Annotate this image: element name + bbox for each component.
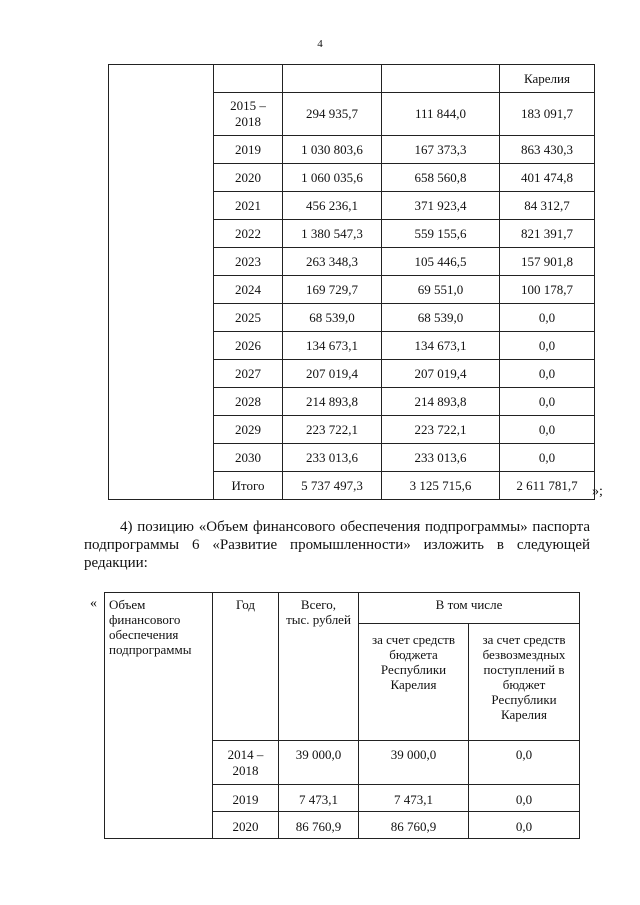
cell-other: 0,0 — [500, 444, 595, 472]
cell-year: 2028 — [214, 388, 283, 416]
cell-other: 0,0 — [500, 332, 595, 360]
cell-year: 2020 — [213, 812, 279, 839]
cell-total: 169 729,7 — [283, 276, 382, 304]
cell-other: 401 474,8 — [500, 164, 595, 192]
cell-year: 2019 — [213, 785, 279, 812]
header-total — [279, 593, 359, 741]
cell-other: 100 178,7 — [500, 276, 595, 304]
cell-total: 233 013,6 — [283, 444, 382, 472]
cell-total: 263 348,3 — [283, 248, 382, 276]
cell-other: 821 391,7 — [500, 220, 595, 248]
funding-table-continued — [108, 64, 595, 500]
cell-total: 39 000,0 — [279, 741, 359, 785]
cell-total: 294 935,7 — [283, 93, 382, 136]
cell-year: 2024 — [214, 276, 283, 304]
cell-total: 7 473,1 — [279, 785, 359, 812]
row-label-cell — [105, 593, 213, 839]
table-cell — [214, 65, 283, 93]
cell-year: 2014 – 2018 — [213, 741, 279, 785]
cell-other: 183 091,7 — [500, 93, 595, 136]
cell-other: 0,0 — [500, 304, 595, 332]
cell-total: 68 539,0 — [283, 304, 382, 332]
cell-other: 863 430,3 — [500, 136, 595, 164]
cell-budget: 69 551,0 — [382, 276, 500, 304]
table-row — [109, 65, 595, 93]
opening-quote: « — [90, 596, 97, 611]
cell-budget: 134 673,1 — [382, 332, 500, 360]
cell-year: 2025 — [214, 304, 283, 332]
table-cell — [283, 65, 382, 93]
closing-quote: »; — [592, 484, 603, 499]
cell-other: 0,0 — [500, 360, 595, 388]
cell-other: 84 312,7 — [500, 192, 595, 220]
funding-table-subprogram-6 — [104, 592, 580, 839]
header-year-label: Год — [235, 597, 256, 612]
cell-budget: 68 539,0 — [382, 304, 500, 332]
cell-budget: 105 446,5 — [382, 248, 500, 276]
row-label: Объем финансового обеспечения подпрограммы — [109, 597, 192, 657]
cell-total: 207 019,4 — [283, 360, 382, 388]
table-cell — [382, 65, 500, 93]
label-column-cell — [109, 65, 214, 500]
header-other — [469, 624, 580, 741]
header-group — [359, 593, 580, 624]
cell-other: 0,0 — [500, 388, 595, 416]
cell-other: 2 611 781,7 — [500, 472, 595, 500]
cell-year: 2026 — [214, 332, 283, 360]
header-budget-label: за счет средств бюджета Республики Карелия — [372, 632, 455, 692]
cell-total: 1 060 035,6 — [283, 164, 382, 192]
page-number: 4 — [317, 38, 323, 50]
amendment-paragraph: 4) позицию «Объем финансового обеспечения подпрограммы» паспорта подпрограммы 6 «Развитие промышленности» изложить в следующей редакции: — [84, 519, 590, 571]
cell-budget: 214 893,8 — [382, 388, 500, 416]
cell-total: 86 760,9 — [279, 812, 359, 839]
cell-year: 2029 — [214, 416, 283, 444]
header-group-label: В том числе — [435, 597, 503, 612]
cell-total: 456 236,1 — [283, 192, 382, 220]
cell-other: 0,0 — [469, 812, 580, 839]
header-year — [213, 593, 279, 741]
cell-year: 2015 – 2018 — [214, 93, 283, 136]
table-header-row — [105, 593, 580, 624]
cell-total: 214 893,8 — [283, 388, 382, 416]
cell-total: 5 737 497,3 — [283, 472, 382, 500]
header-total-label: Всего, тыс. рублей — [286, 597, 351, 627]
header-karelia-cell: Карелия — [500, 65, 595, 93]
cell-year: 2027 — [214, 360, 283, 388]
cell-year: Итого — [214, 472, 283, 500]
cell-total: 223 722,1 — [283, 416, 382, 444]
cell-other: 0,0 — [469, 785, 580, 812]
header-other-label: за счет средств безвозмездных поступлений в бюджет Республики Карелия — [482, 632, 566, 722]
header-budget — [359, 624, 469, 741]
cell-budget: 371 923,4 — [382, 192, 500, 220]
cell-other: 157 901,8 — [500, 248, 595, 276]
cell-year: 2020 — [214, 164, 283, 192]
cell-budget: 658 560,8 — [382, 164, 500, 192]
cell-budget: 223 722,1 — [382, 416, 500, 444]
cell-year: 2019 — [214, 136, 283, 164]
cell-year: 2021 — [214, 192, 283, 220]
cell-year: 2030 — [214, 444, 283, 472]
cell-budget: 207 019,4 — [382, 360, 500, 388]
cell-total: 1 380 547,3 — [283, 220, 382, 248]
cell-total: 1 030 803,6 — [283, 136, 382, 164]
cell-budget: 111 844,0 — [382, 93, 500, 136]
cell-year: 2023 — [214, 248, 283, 276]
cell-budget: 233 013,6 — [382, 444, 500, 472]
cell-budget: 7 473,1 — [359, 785, 469, 812]
cell-budget: 39 000,0 — [359, 741, 469, 785]
cell-other: 0,0 — [469, 741, 580, 785]
cell-year: 2022 — [214, 220, 283, 248]
cell-budget: 167 373,3 — [382, 136, 500, 164]
cell-other: 0,0 — [500, 416, 595, 444]
cell-budget: 3 125 715,6 — [382, 472, 500, 500]
cell-total: 134 673,1 — [283, 332, 382, 360]
cell-budget: 86 760,9 — [359, 812, 469, 839]
cell-budget: 559 155,6 — [382, 220, 500, 248]
